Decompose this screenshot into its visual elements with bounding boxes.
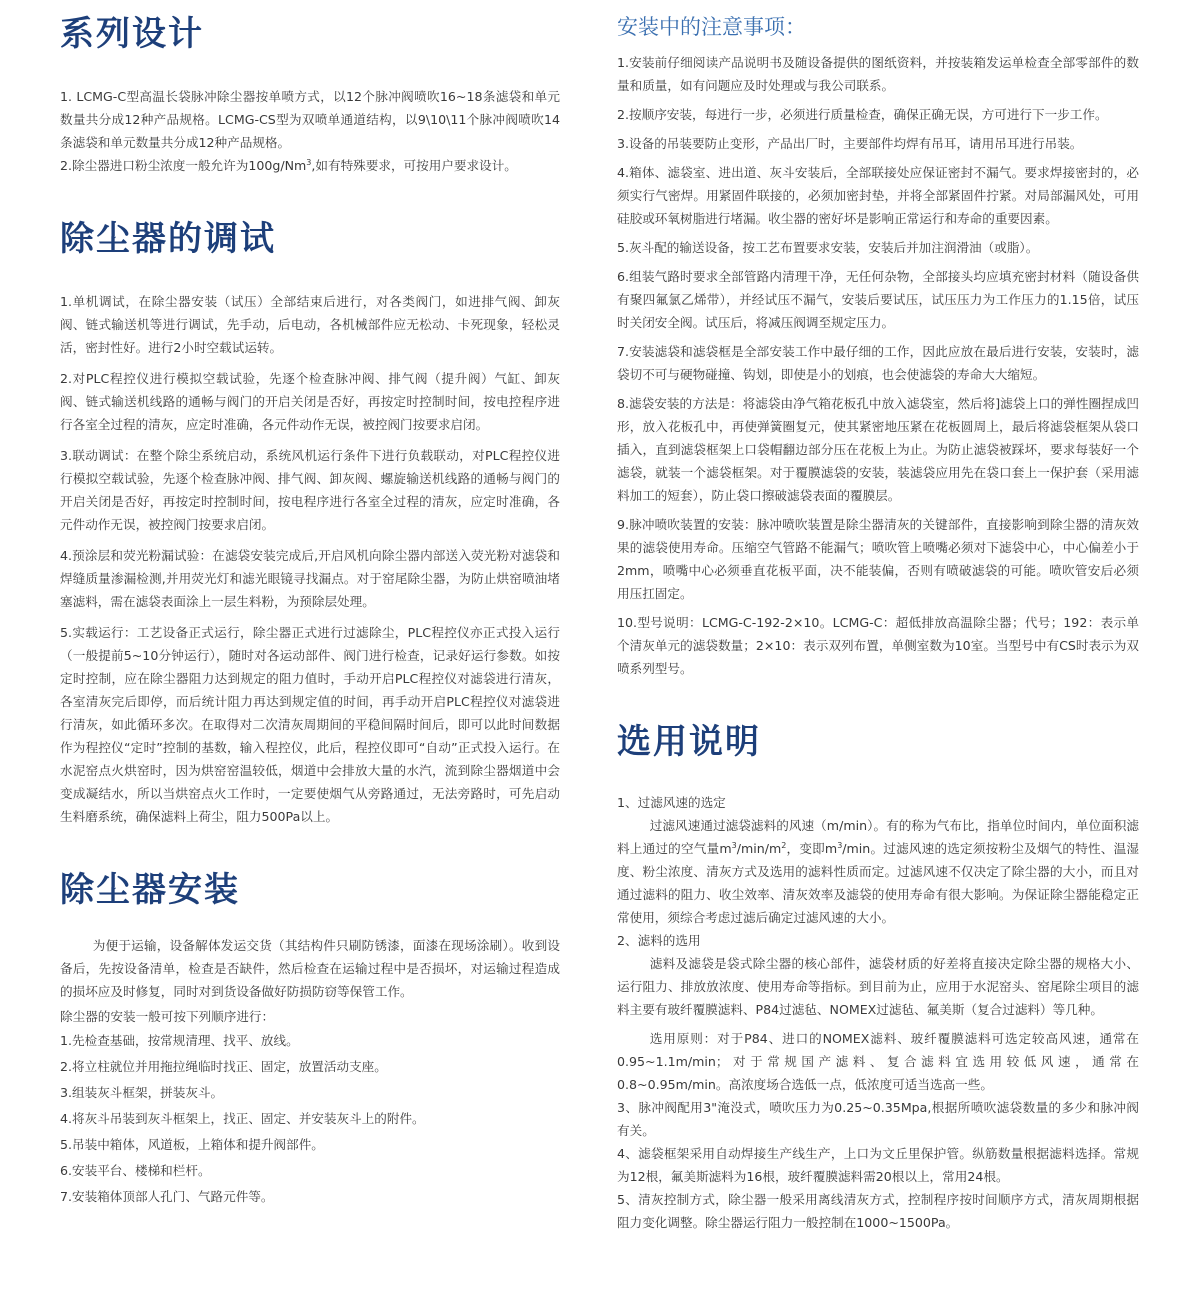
install-step-5: 5.吊装中箱体，风道板，上箱体和提升阀部件。: [60, 1137, 324, 1153]
note-item-3: 3.设备的吊装要防止变形，产品出厂时，主要部件均焊有吊耳，请用吊耳进行吊装。: [617, 136, 1083, 152]
note-item-1: 1.安装前仔细阅读产品说明书及随设备提供的图纸资料，并按装箱发运单检查全部零部件的数量和质量，如有问题应及时处理或与我公司联系。: [617, 55, 1139, 94]
note-item-9: 9.脉冲喷吹装置的安装：脉冲喷吹装置是除尘器清灰的关键部件，直接影响到除尘器的清灰效果的滤袋使用寿命。压缩空气管路不能漏气；喷吹管上喷嘴必须对下滤袋中心，中心偏差小于2mm，喷嘴中心必须垂直花板平面，决不能装偏，否则有喷破滤袋的可能。喷吹管安后必须用压扛固定。: [617, 517, 1139, 602]
install-step-2: 2.将立柱就位并用拖拉绳临时找正、固定，放置活动支座。: [60, 1059, 387, 1075]
install-step-3: 3.组装灰斗框架，拼装灰斗。: [60, 1085, 224, 1101]
debug-item-4: 4.预涂层和荧光粉漏试验：在滤袋安装完成后,开启风机向除尘器内部送入荧光粉对滤袋和焊缝质量渗漏检测,并用荧光灯和滤光眼镜寻找漏点。对于窑尾除尘器，为防止烘窑喷油堵塞滤料，需在滤袋表面涂上一层生料粉，为预除层处理。: [60, 547, 560, 609]
install-step-1: 1.先检查基础，按常规清理、找平、放线。: [60, 1033, 299, 1049]
debug-item-3: 3.联动调试：在整个除尘系统启动，系统风机运行条件下进行负载联动，对PLC程控仪进行模拟空载试验，先逐个检查脉冲阀、排气阀、卸灰阀、螺旋输送机线路的通畅与阀门的开启关闭是否好，再按定时控制时间，按电程序进行各室全过程的清灰，应定时准确，各元件动作无误，被控阀门按要求启闭。: [60, 447, 560, 532]
note-item-6: 6.组装气路时要求全部管路内清理干净，无任何杂物，全部接头均应填充密封材料（随设备供有聚四氟氯乙烯带），并经试压不漏气，安装后要试压，试压压力为工作压力的1.15倍，试压时关闭安全阀。试压后，将减压阀调至规定压力。: [617, 269, 1139, 331]
selection-principle: 选用原则：对于P84、进口的NOMEX滤料、玻纤覆膜滤料可选定较高风速，通常在0.95~1.1m/min；对于常规国产滤料、复合滤料宜选用较低风速，通常在0.8~0.95m/min。高浓度场合选低一点，低浓度可适当选高一些。: [617, 1031, 1139, 1093]
install-step-7: 7.安装箱体顶部人孔门、气路元件等。: [60, 1189, 274, 1205]
note-item-10: 10.型号说明：LCMG-C-192-2×10。LCMG-C：超低排放高温除尘器；代号；192：表示单个清灰单元的滤袋数量；2×10：表示双列布置，单侧室数为10室。当型号中有CS时表示为双喷系列型号。: [617, 615, 1139, 677]
selection-item-4: 4、滤袋框架采用自动焊接生产线生产，上口为文丘里保护管。纵筋数量根据滤料选择。常规为12根，氟美斯滤料为16根，玻纤覆膜滤料需20根以上，常用24根。: [617, 1146, 1139, 1185]
series-design-title: 系列设计: [60, 14, 204, 54]
debug-item-5: 5.实载运行：工艺设备正式运行，除尘器正式进行过滤除尘，PLC程控仪亦正式投入运行（一般提前5~10分钟运行），随时对各运动部件、阀门进行检查，记录好运行参数。如按定时控制，应在除尘器阻力达到规定的阻力值时，手动开启PLC程控仪对滤袋进行清灰，各室清灰完后即停，而后统计阻力再达到规定值的时间，再手动开启PLC程控仪对滤袋进行清灰，如此循环多次。在取得对二次清灰周期间的平稳间隔时间后，即可以此时间数据作为程控仪“定时”控制的基数，输入程控仪，此后，程控仪即可“自动”正式投入运行。在水泥窑点火烘窑时，因为烘窑窑温较低，烟道中会排放大量的水汽，流到除尘器烟道中会变成凝结水，所以当烘窑点火工作时，一定要使烟气从旁路通过，无法旁路时，可先启动生料磨系统，确保滤料上荷尘，阻力500Pa以上。: [60, 624, 560, 824]
install-step-6: 6.安装平台、楼梯和栏杆。: [60, 1163, 211, 1179]
series-paragraph-1: 1. LCMG-C型高温长袋脉冲除尘器按单喷方式，以12个脉冲阀喷吹16~18条滤袋和单元数量共分成12种产品规格。LCMG-CS型为双喷单通道结构，以9\10\11个脉冲阀喷吹14条滤袋和单元数量共分成12种产品规格。: [60, 88, 560, 150]
selection-item-5: 5、清灰控制方式，除尘器一般采用离线清灰方式，控制程序按时间顺序方式，清灰周期根据阻力变化调整。除尘器运行阻力一般控制在1000~1500Pa。: [617, 1192, 1139, 1231]
note-item-4: 4.箱体、滤袋室、进出道、灰斗安装后，全部联接处应保证密封不漏气。要求焊接密封的，必须实行气密焊。用紧固件联接的，必须加密封垫，并将全部紧固件拧紧。对局部漏风处，可用硅胶或环氧树脂进行堵漏。收尘器的密好坏是影响正常运行和寿命的重要因素。: [617, 165, 1139, 227]
note-item-2: 2.按顺序安装，每进行一步，必须进行质量检查，确保正确无误，方可进行下一步工作。: [617, 107, 1108, 123]
selection-item-3: 3、脉冲阀配用3"淹没式，喷吹压力为0.25~0.35Mpa,根据所喷吹滤袋数量的多少和脉冲阀有关。: [617, 1100, 1139, 1139]
install-title: 除尘器安装: [60, 869, 240, 910]
selection-heading-1: 1、过滤风速的选定: [617, 795, 726, 811]
note-item-7: 7.安装滤袋和滤袋框是全部安装工作中最仔细的工作，因此应放在最后进行安装，安装时，滤袋切不可与硬物碰撞、钩划，即使是小的划痕，也会使滤袋的寿命大大缩短。: [617, 344, 1139, 383]
debug-item-2: 2.对PLC程控仪进行模拟空载试验，先逐个检查脉冲阀、排气阀（提升阀）气缸、卸灰阀、链式输送机线路的通畅与阀门的开启关闭是否好，再按定时控制时间，按电控程序进行各室全过程的清灰，应定时准确，各元件动作无误，被控阀门按要求启闭。: [60, 370, 560, 432]
selection-paragraph-1: 过滤风速通过滤袋滤料的风速（m/min）。有的称为气布比，指单位时间内，单位面积滤料上通过的空气量$m^3/\min/m^2$，变即$m^3/\min$。过滤风速的选定须按粉尘及烟气的特性、温湿度、粉尘浓度、清灰方式及选用的滤料性质而定。过滤风速不仅决定了除尘器的大小，而且对通过滤料的阻力、收尘效率、清灰效率及滤袋的使用寿命有很大影响。为保证除尘器能稳定正常使用，须综合考虑过滤后确定过滤风速的大小。: [617, 818, 1139, 926]
selection-heading-2: 2、滤料的选用: [617, 933, 701, 949]
install-lead: 除尘器的安装一般可按下列顺序进行：: [60, 1009, 275, 1025]
install-intro: 为便于运输，设备解体发运交货（其结构件只刷防锈漆，面漆在现场涂刷）。收到设备后，先按设备清单，检查是否缺件，然后检查在运输过程中是否损坏，对运输过程造成的损坏应及时修复，同时对到货设备做好防损防窃等保管工作。: [60, 938, 560, 1000]
debug-title: 除尘器的调试: [60, 218, 276, 259]
selection-paragraph-2: 滤料及滤袋是袋式除尘器的核心部件，滤袋材质的好差将直接决定除尘器的规格大小、运行阻力、排放放浓度、使用寿命等指标。到目前为止，应用于水泥窑头、窑尾除尘项目的滤料主要有玻纤覆膜滤料、P84过滤毡、NOMEX过滤毡、氟美斯（复合过滤料）等几种。: [617, 956, 1139, 1018]
right-column: [617, 0, 1139, 1234]
selection-title: 选用说明: [617, 722, 761, 763]
note-item-5: 5.灰斗配的输送设备，按工艺布置要求安装，安装后并加注润滑油（或脂）。: [617, 240, 1039, 256]
debug-item-1: 1.单机调试，在除尘器安装（试压）全部结束后进行，对各类阀门，如进排气阀、卸灰阀、链式输送机等进行调试，先手动，后电动，各机械部件应无松动、卡死现象，轻松灵活，密封性好。进行2小时空载试运转。: [60, 293, 560, 355]
left-column: [60, 0, 560, 1210]
note-item-8: 8.滤袋安装的方法是：将滤袋由净气箱花板孔中放入滤袋室，然后将]滤袋上口的弹性圈捏成凹形，放入花板孔中，再使弹簧圈复元，使其紧密地压紧在花板圆周上，最后将滤袋框架从袋口插入，直到滤袋框架上口袋帽翻边部分压在花板上为止。为防止滤袋被踩坏，要求每装好一个滤袋，就装一个滤袋框架。对于覆膜滤袋的安装，装滤袋应用先在袋口套上一保护套（采用滤料加工的短套），防止袋口擦破滤袋表面的覆膜层。: [617, 396, 1139, 504]
notes-title: 安装中的注意事项：: [617, 15, 806, 39]
series-paragraph-2: 2.除尘器进口粉尘浓度一般允许为100g/Nm$^3$,如有特殊要求，可按用户要求设计。: [60, 157, 517, 173]
install-step-4: 4.将灰斗吊装到灰斗框架上，找正、固定、并安装灰斗上的附件。: [60, 1111, 425, 1127]
